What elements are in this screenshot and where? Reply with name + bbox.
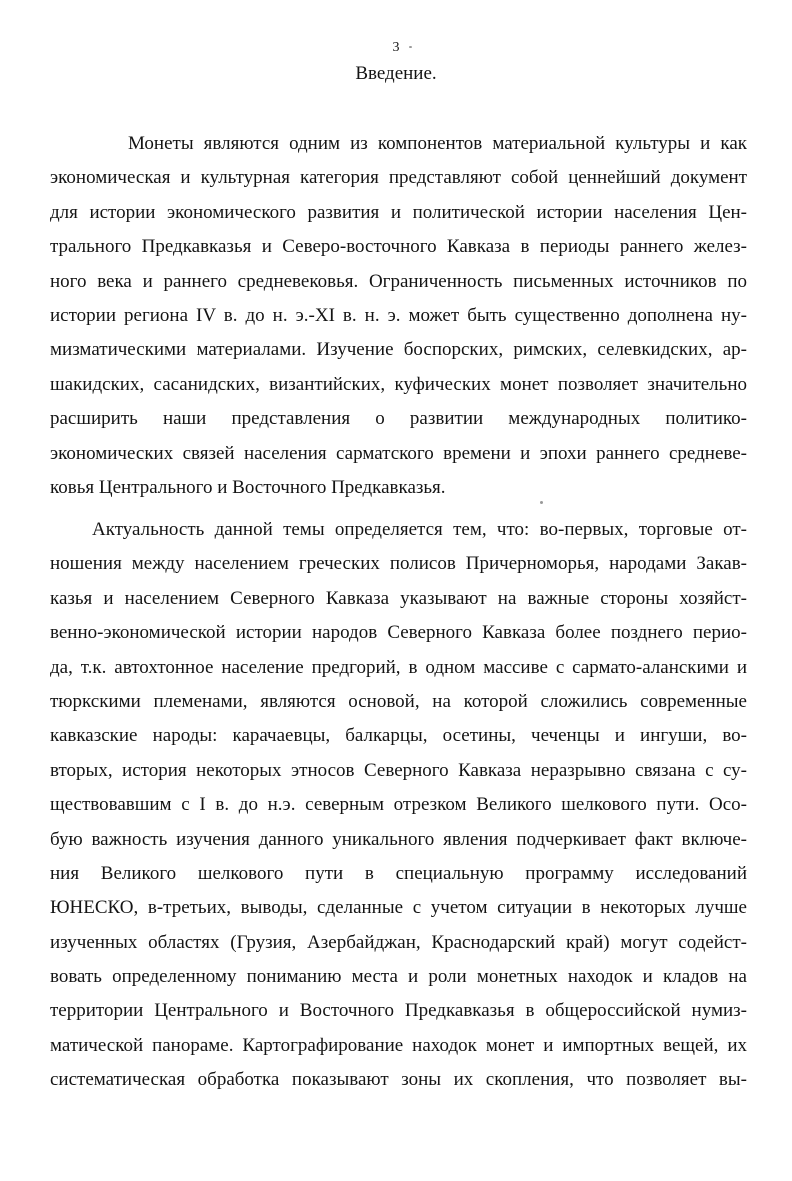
- page-title: Введение.: [355, 63, 437, 84]
- text-line: ЮНЕСКО, в-третьих, выводы, сделанные с учетом ситуации в некоторых лучше: [50, 897, 747, 919]
- text-line: бую важность изучения данного уникального явления подчеркивает факт включе-: [50, 828, 747, 850]
- text-line: матической панораме. Картографирование находок монет и импортных вещей, их: [50, 1034, 747, 1056]
- text-line: ния Великого шелкового пути в специальную программу исследований: [50, 862, 747, 884]
- text-line: кавказские народы: карачаевцы, балкарцы, осетины, чеченцы и ингуши, во-: [50, 725, 747, 747]
- text-line: Актуальность данной темы определяется тем, что: во-первых, торговые от-: [92, 519, 747, 540]
- text-line: истории региона IV в. до н. э.-XI в. н. э. может быть существенно дополнена ну-: [50, 304, 747, 326]
- text-line: ществовавшим с I в. до н.э. северным отрезком Великого шелкового пути. Осо-: [50, 794, 747, 816]
- text-line: экономических связей населения сарматского времени и эпохи раннего средневе-: [50, 442, 747, 464]
- text-line: вторых, история некоторых этносов Северного Кавказа неразрывно связана с су-: [50, 759, 747, 781]
- page-number: 3: [392, 40, 400, 55]
- text-line: экономическая и культурная категория представляют собой ценнейший документ: [50, 167, 747, 189]
- text-line: вовать определенному пониманию места и роли монетных находок и кладов на: [50, 966, 747, 988]
- paragraph-coins-intro: [50, 127, 747, 505]
- text-line: тюркскими племенами, являются основой, на которой сложились современные: [50, 690, 747, 712]
- text-line: да, т.к. автохтонное население предгорий, в одном массиве с сармато-аланскими и: [50, 656, 747, 678]
- text-line: изученных областях (Грузия, Азербайджан, Краснодарский край) могут содейст-: [50, 931, 747, 953]
- text-line: территории Центрального и Восточного Предкавказья в общероссийской нумиз-: [50, 1000, 747, 1022]
- scan-speck: [540, 501, 543, 504]
- text-line: систематическая обработка показывают зоны их скопления, что позволяет вы-: [50, 1069, 747, 1091]
- text-line: ношения между населением греческих полисов Причерноморья, народами Закав-: [50, 553, 747, 575]
- text-line: расширить наши представления о развитии международных политико-: [50, 408, 747, 430]
- text-line: шакидских, сасанидских, византийских, куфических монет позволяет значительно: [50, 373, 747, 395]
- scan-speck: [409, 46, 412, 48]
- text-line: ковья Центрального и Восточного Предкавказья.: [50, 476, 446, 498]
- text-line: ного века и раннего средневековья. Ограниченность письменных источников по: [50, 270, 747, 292]
- text-line: Монеты являются одним из компонентов материальной культуры и как: [128, 133, 747, 154]
- text-line: венно-экономической истории народов Северного Кавказа более позднего перио-: [50, 622, 747, 644]
- paragraph-relevance: [50, 513, 747, 1098]
- text-line: казья и населением Северного Кавказа указывают на важные стороны хозяйст-: [50, 587, 747, 609]
- text-line: трального Предкавказья и Северо-восточного Кавказа в периоды раннего желез-: [50, 236, 747, 258]
- text-line: мизматическими материалами. Изучение боспорских, римских, селевкидских, ар-: [50, 339, 747, 361]
- text-line: для истории экономического развития и политической истории населения Цен-: [50, 201, 747, 223]
